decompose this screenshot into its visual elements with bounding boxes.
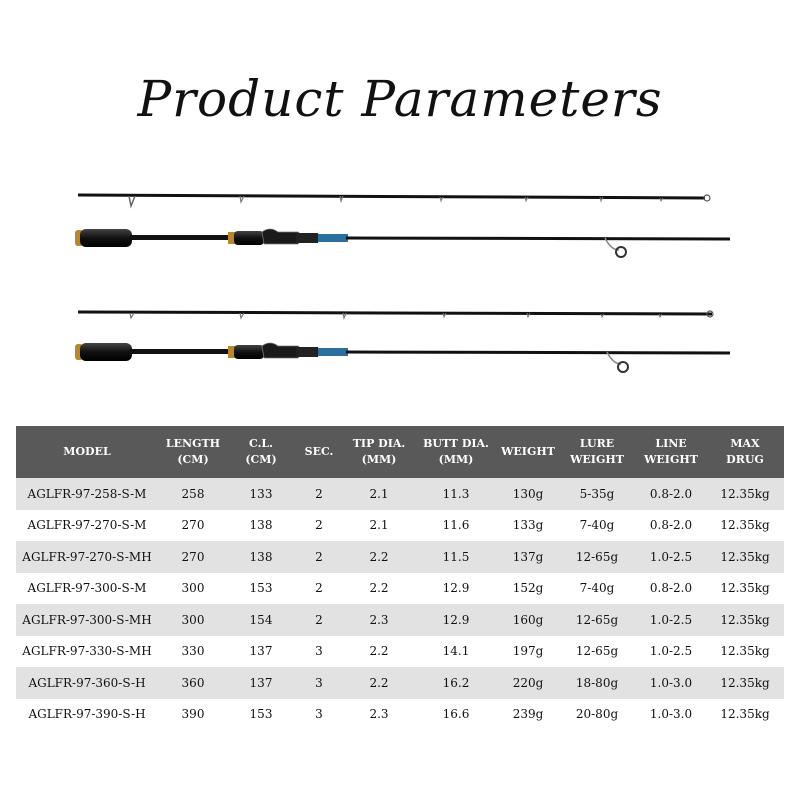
model-cell: AGLFR-97-300-S-MH bbox=[16, 604, 158, 636]
rod-tip-section-2 bbox=[78, 311, 713, 318]
column-header-line-weight: LINE WEIGHT bbox=[636, 426, 706, 478]
tip-dia-cell: 2.2 bbox=[344, 541, 414, 573]
length-cell: 360 bbox=[158, 667, 228, 699]
max-drug-cell: 12.35kg bbox=[706, 478, 784, 510]
length-cell: 270 bbox=[181, 518, 205, 533]
model-cell: AGLFR-97-270-S-M bbox=[27, 518, 147, 533]
lure-weight-cell: 12-65g bbox=[558, 604, 636, 636]
tip-dia-cell: 2.2 bbox=[369, 581, 389, 596]
sec-cell: 2 bbox=[315, 518, 323, 533]
line-weight-cell: 1.0-3.0 bbox=[636, 667, 706, 699]
cl-cell: 137 bbox=[228, 667, 294, 699]
model-cell: AGLFR-97-300-S-M bbox=[27, 581, 147, 596]
table-row bbox=[16, 573, 784, 605]
max-drug-cell: 12.35kg bbox=[706, 667, 784, 699]
model-cell: AGLFR-97-258-S-M bbox=[16, 478, 158, 510]
length-cell: 390 bbox=[181, 707, 205, 722]
table-row bbox=[16, 478, 784, 510]
parameters-table bbox=[16, 426, 784, 730]
lure-weight-cell: 12-65g bbox=[575, 644, 619, 659]
sec-cell: 2 bbox=[294, 541, 344, 573]
cl-cell: 153 bbox=[249, 707, 273, 722]
max-drug-cell: 12.35kg bbox=[720, 581, 770, 596]
table-row bbox=[16, 541, 784, 573]
length-cell: 270 bbox=[158, 541, 228, 573]
max-drug-cell: 12.35kg bbox=[720, 518, 770, 533]
max-drug-cell: 12.35kg bbox=[706, 541, 784, 573]
model-cell: AGLFR-97-330-S-MH bbox=[22, 644, 152, 659]
table-row bbox=[16, 667, 784, 699]
weight-cell: 160g bbox=[498, 604, 558, 636]
column-header-lure-weight: LURE WEIGHT bbox=[558, 426, 636, 478]
butt-dia-cell: 12.9 bbox=[414, 604, 498, 636]
rod-tip-section-1 bbox=[78, 195, 710, 206]
butt-dia-cell: 14.1 bbox=[442, 644, 470, 659]
max-drug-cell: 12.35kg bbox=[720, 707, 770, 722]
lure-weight-cell: 18-80g bbox=[558, 667, 636, 699]
sec-cell: 3 bbox=[294, 667, 344, 699]
column-header-length: LENGTH (CM) bbox=[158, 426, 228, 478]
length-cell: 258 bbox=[158, 478, 228, 510]
lure-weight-cell: 7-40g bbox=[579, 518, 615, 533]
column-header-tip-dia: TIP DIA. (MM) bbox=[344, 426, 414, 478]
model-cell: AGLFR-97-390-S-H bbox=[28, 707, 146, 722]
page-title: Product Parameters bbox=[137, 70, 663, 128]
length-cell: 330 bbox=[181, 644, 205, 659]
weight-cell: 130g bbox=[498, 478, 558, 510]
column-header-cl: C.L. (CM) bbox=[228, 426, 294, 478]
column-header-sec: SEC. bbox=[294, 426, 344, 478]
max-drug-cell: 12.35kg bbox=[720, 644, 770, 659]
weight-cell: 133g bbox=[512, 518, 544, 533]
tip-dia-cell: 2.2 bbox=[369, 644, 389, 659]
cl-cell: 138 bbox=[228, 541, 294, 573]
sec-cell: 3 bbox=[315, 707, 323, 722]
tip-dia-cell: 2.1 bbox=[369, 518, 389, 533]
butt-dia-cell: 11.3 bbox=[414, 478, 498, 510]
sec-cell: 3 bbox=[315, 644, 323, 659]
column-header-model: MODEL bbox=[16, 426, 158, 478]
rod-butt-section-1 bbox=[75, 229, 730, 257]
sec-cell: 2 bbox=[294, 478, 344, 510]
weight-cell: 197g bbox=[512, 644, 544, 659]
butt-dia-cell: 11.6 bbox=[442, 518, 470, 533]
weight-cell: 152g bbox=[512, 581, 544, 596]
column-header-max-drug: MAX DRUG bbox=[706, 426, 784, 478]
line-weight-cell: 1.0-2.5 bbox=[649, 644, 693, 659]
line-weight-cell: 1.0-2.5 bbox=[636, 604, 706, 636]
line-weight-cell: 1.0-2.5 bbox=[636, 541, 706, 573]
column-header-weight: WEIGHT bbox=[498, 426, 558, 478]
line-weight-cell: 0.8-2.0 bbox=[636, 478, 706, 510]
max-drug-cell: 12.35kg bbox=[706, 604, 784, 636]
lure-weight-cell: 12-65g bbox=[558, 541, 636, 573]
weight-cell: 220g bbox=[498, 667, 558, 699]
cl-cell: 137 bbox=[249, 644, 273, 659]
sec-cell: 2 bbox=[315, 581, 323, 596]
butt-dia-cell: 16.2 bbox=[414, 667, 498, 699]
lure-weight-cell: 20-80g bbox=[575, 707, 619, 722]
line-weight-cell: 1.0-3.0 bbox=[649, 707, 693, 722]
tip-dia-cell: 2.3 bbox=[344, 604, 414, 636]
butt-dia-cell: 16.6 bbox=[442, 707, 470, 722]
line-weight-cell: 0.8-2.0 bbox=[649, 581, 693, 596]
tip-dia-cell: 2.1 bbox=[344, 478, 414, 510]
cl-cell: 138 bbox=[249, 518, 273, 533]
table-row bbox=[16, 510, 784, 542]
table-header-row bbox=[16, 426, 784, 478]
length-cell: 300 bbox=[158, 604, 228, 636]
sec-cell: 2 bbox=[294, 604, 344, 636]
butt-dia-cell: 12.9 bbox=[442, 581, 470, 596]
lure-weight-cell: 5-35g bbox=[558, 478, 636, 510]
tip-dia-cell: 2.3 bbox=[369, 707, 389, 722]
table-row bbox=[16, 636, 784, 668]
butt-dia-cell: 11.5 bbox=[414, 541, 498, 573]
cl-cell: 153 bbox=[249, 581, 273, 596]
table-row bbox=[16, 604, 784, 636]
model-cell: AGLFR-97-270-S-MH bbox=[16, 541, 158, 573]
table-row bbox=[16, 699, 784, 731]
tip-dia-cell: 2.2 bbox=[344, 667, 414, 699]
weight-cell: 137g bbox=[498, 541, 558, 573]
length-cell: 300 bbox=[181, 581, 205, 596]
rod-butt-section-2 bbox=[75, 343, 730, 372]
cl-cell: 154 bbox=[228, 604, 294, 636]
model-cell: AGLFR-97-360-S-H bbox=[16, 667, 158, 699]
cl-cell: 133 bbox=[228, 478, 294, 510]
lure-weight-cell: 7-40g bbox=[579, 581, 615, 596]
line-weight-cell: 0.8-2.0 bbox=[649, 518, 693, 533]
column-header-butt-dia: BUTT DIA. (MM) bbox=[414, 426, 498, 478]
weight-cell: 239g bbox=[512, 707, 544, 722]
